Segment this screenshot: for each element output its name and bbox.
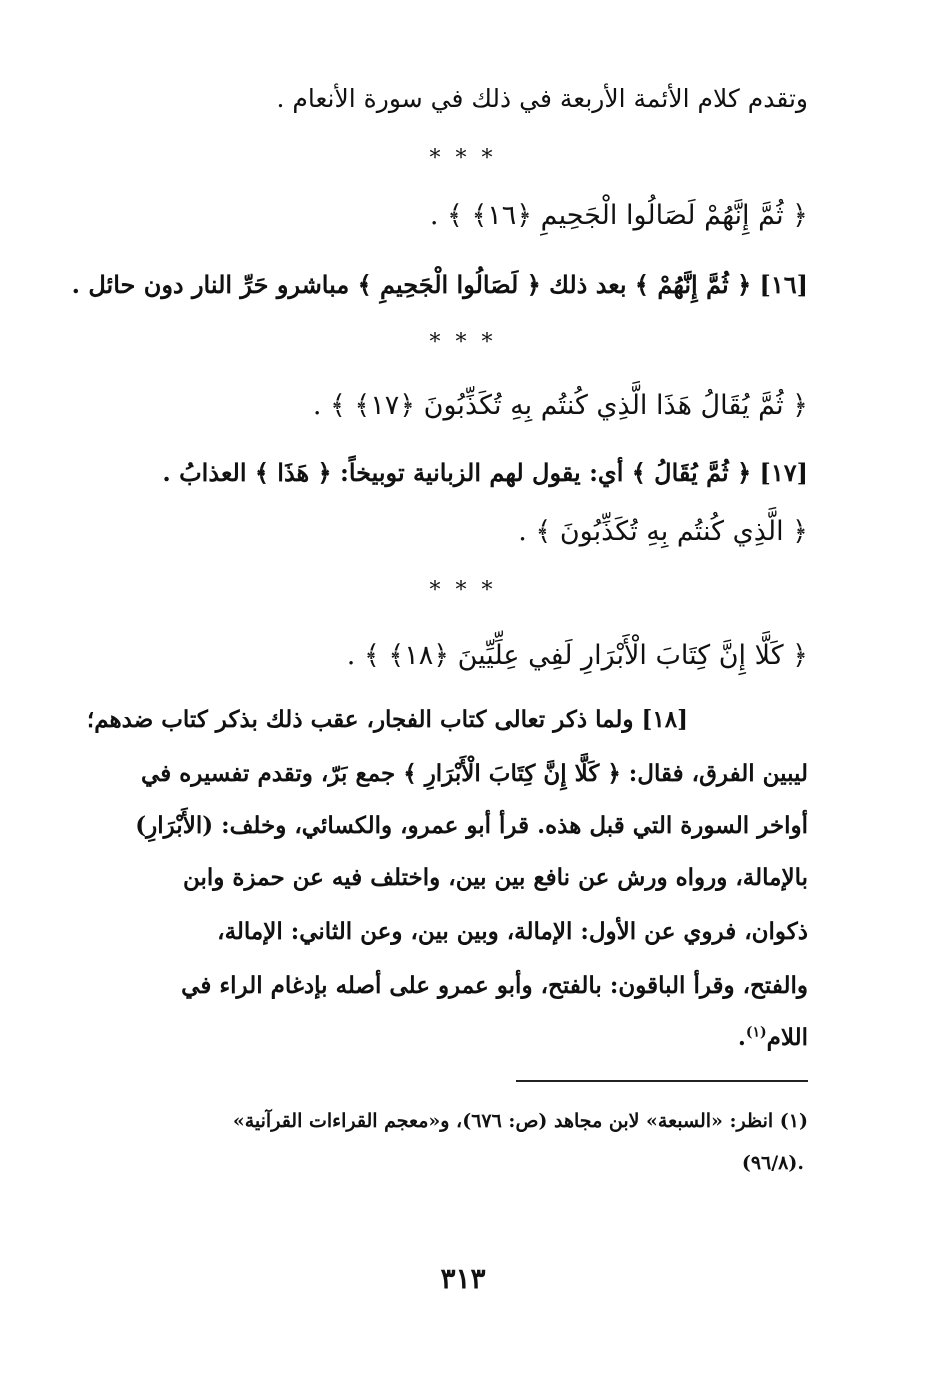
quran-verse-16: ﴿ ثُمَّ إِنَّهُمْ لَصَالُوا الْجَحِيمِ ﴿١٦﴾ ﴾ .: [429, 200, 808, 231]
intro-line: وتقدم كلام الأئمة الأربعة في ذلك في سورة الأنعام .: [276, 84, 808, 113]
footnote-separator: [516, 1080, 808, 1082]
commentary-18-line: ليبين الفرق، فقال: ﴿ كَلَّا إِنَّ كِتَابَ الْأَبْرَارِ ﴾ جمع بَرّ، وتقدم تفسيره في: [141, 760, 808, 787]
commentary-18-line: والفتح، وقرأ الباقون: بالفتح، وأبو عمرو على أصله بإدغام الراء في: [181, 972, 808, 999]
section-separator: * * *: [429, 330, 497, 355]
commentary-18-line: [95, 1024, 808, 1051]
commentary-18-line: أواخر السورة التي قبل هذه. قرأ أبو عمرو، والكسائي، وخلف: (الأَبْرَارِ): [135, 812, 808, 839]
period: .: [737, 1024, 746, 1051]
commentary-17: [١٧] ﴿ ثُمَّ يُقَالُ ﴾ أي: يقول لهم الزبانية توبيخاً: ﴿ هَذَا ﴾ العذابُ .: [162, 458, 808, 487]
commentary-18-line: ذكوان، فروي عن الأول: الإمالة، وبين بين، وعن الثاني: الإمالة،: [217, 918, 808, 945]
quran-verse-18: ﴿ كَلَّا إِنَّ كِتَابَ الْأَبْرَارِ لَفِي عِلِّيِّينَ ﴿١٨﴾ ﴾ .: [346, 640, 808, 671]
commentary-18-line: بالإمالة، ورواه ورش عن نافع بين بين، واختلف فيه عن حمزة وابن: [183, 864, 808, 891]
footnote-1: (١) انظر: «السبعة» لابن مجاهد (ص: ٦٧٦)، و«معجم القراءات القرآنية»: [232, 1110, 808, 1132]
commentary-17-continuation: ﴿ الَّذِي كُنتُم بِهِ تُكَذِّبُونَ ﴾ .: [518, 516, 808, 547]
footnote-marker[interactable]: (١): [745, 1024, 767, 1041]
footnote-1-continuation: .(٩٦/٨): [741, 1152, 804, 1174]
section-separator: * * *: [429, 146, 497, 171]
page-number: ٣١٣: [440, 1262, 486, 1295]
commentary-18-last-word: اللام: [766, 1024, 808, 1051]
commentary-16: [١٦] ﴿ ثُمَّ إِنَّهُمْ ﴾ بعد ذلك ﴿ لَصَالُوا الْجَحِيمِ ﴾ مباشرو حَرِّ النار دون حائل .: [71, 270, 808, 299]
quran-verse-17: ﴿ ثُمَّ يُقَالُ هَذَا الَّذِي كُنتُم بِهِ تُكَذِّبُونَ ﴿١٧﴾ ﴾ .: [312, 390, 808, 421]
commentary-18-line: [١٨] ولما ذكر تعالى كتاب الفجار، عقب ذلك بذكر كتاب ضدهم؛: [86, 706, 688, 733]
section-separator: * * *: [429, 578, 497, 603]
